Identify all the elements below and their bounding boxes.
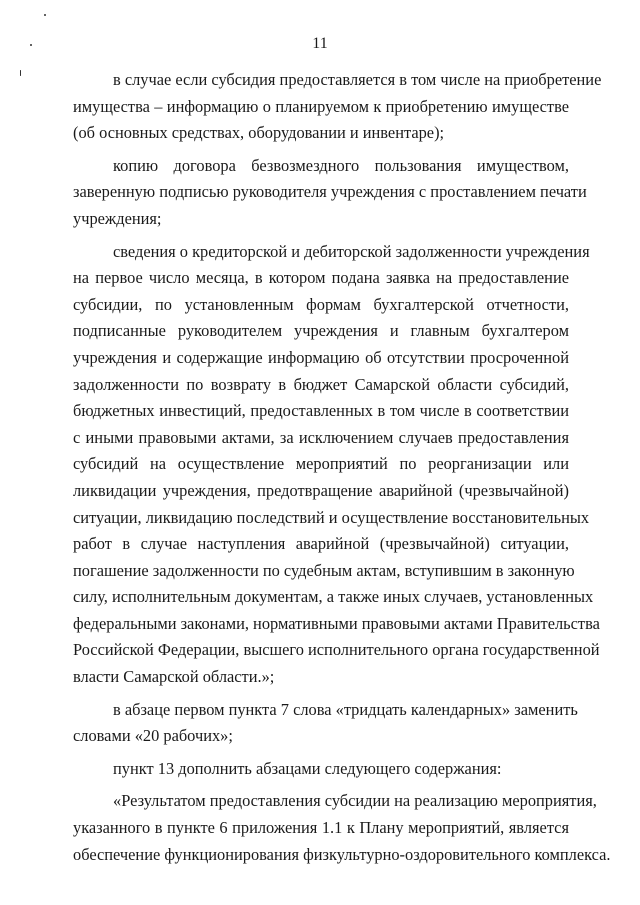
paragraph (73, 788, 611, 868)
paragraph (73, 239, 600, 691)
text-line: бюджетных инвестиций, предоставленных в том числе в соответствии (73, 401, 569, 421)
text-line: на первое число месяца, в котором подана заявка на предоставление (73, 268, 569, 288)
text-line: субсидий на осуществление мероприятий по реорганизации или (73, 454, 569, 474)
text-line: учреждения и содержащие информацию об отсутствии просроченной (73, 347, 569, 367)
text-line: погашение задолженности по судебным актам, вступившим в законную (73, 560, 575, 580)
text-line: словами «20 рабочих»; (73, 726, 233, 746)
text-line: Российской Федерации, высшего исполнительного органа государственной (73, 640, 600, 660)
text-line: ситуации, ликвидацию последствий и осуществление восстановительных (73, 507, 590, 527)
text-line: работ в случае наступления аварийной (чрезвычайной) ситуации, (73, 534, 569, 554)
text-line: имущества – информацию о планируемом к приобретению имуществе (73, 96, 569, 116)
text-line: в случае если субсидия предоставляется в том числе на приобретение (113, 70, 602, 89)
text-line: учреждения; (73, 208, 162, 228)
text-line: подписанные руководителем учреждения и главным бухгалтером (73, 321, 569, 341)
paragraph (73, 697, 578, 750)
text-line: задолженности по возврату в бюджет Самарской области субсидий, (73, 374, 569, 394)
page-number: 11 (312, 35, 328, 52)
text-line: указанного в пункте 6 приложения 1.1 к Плану мероприятий, является (73, 818, 569, 838)
text-line: «Результатом предоставления субсидии на реализацию мероприятия, (113, 791, 597, 811)
paragraph (73, 67, 602, 147)
text-line: заверенную подписью руководителя учреждения с проставлением печати (73, 182, 587, 202)
text-line: власти Самарской области.»; (73, 667, 275, 687)
text-line: силу, исполнительным документам, а также иных случаев, установленных (73, 587, 594, 607)
paragraph (73, 153, 587, 233)
paragraph (73, 756, 569, 783)
text-line: копию договора безвозмездного пользования имуществом, (113, 155, 569, 175)
document-body (73, 67, 611, 874)
text-line: обеспечение функционирования физкультурно-оздоровительного комплекса. (73, 844, 611, 864)
text-line: сведения о кредиторской и дебиторской задолженности учреждения (113, 241, 590, 261)
text-line: федеральными законами, нормативными правовыми актами Правительства (73, 613, 600, 633)
text-line: пункт 13 дополнить абзацами следующего содержания: (113, 758, 502, 778)
text-line: субсидии, по установленным формам бухгалтерской отчетности, (73, 294, 569, 314)
scan-speck (44, 14, 46, 16)
scan-speck (20, 70, 21, 76)
text-line: (об основных средствах, оборудовании и инвентаре); (73, 123, 445, 143)
text-line: в абзаце первом пункта 7 слова «тридцать календарных» заменить (113, 699, 578, 719)
text-line: с иными правовыми актами, за исключением случаев предоставления (73, 427, 569, 447)
text-line: ликвидации учреждения, предотвращение аварийной (чрезвычайной) (73, 480, 569, 500)
